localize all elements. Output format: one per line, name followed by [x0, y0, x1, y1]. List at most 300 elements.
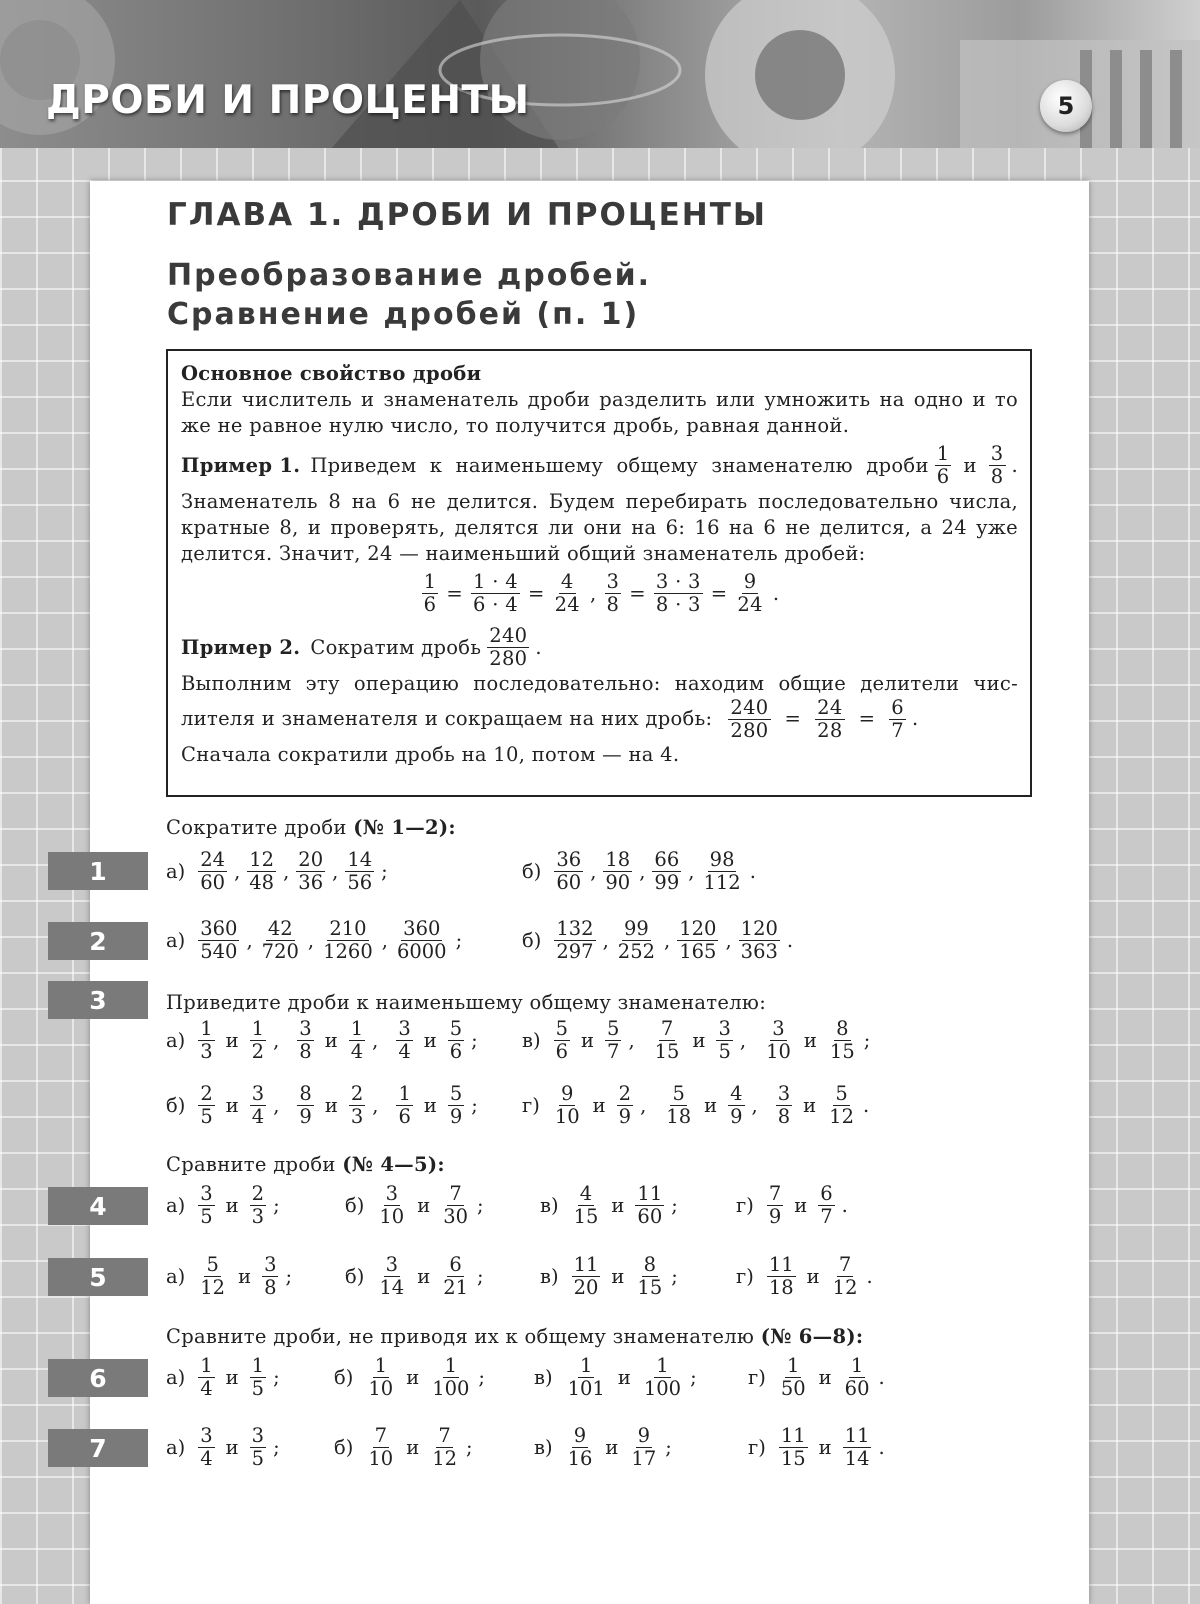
denominator: 14 [379, 1276, 405, 1300]
denominator: 20 [573, 1276, 599, 1300]
conjunction: и [617, 1366, 631, 1390]
fraction [471, 571, 520, 617]
punctuation: , [590, 860, 597, 884]
fraction [989, 443, 1006, 489]
fraction [377, 1183, 406, 1229]
item-label: а) [166, 860, 186, 884]
conjunction: и [963, 453, 977, 477]
denominator: 10 [368, 1447, 394, 1471]
punctuation: ; [466, 1436, 473, 1460]
conjunction: и [803, 1094, 817, 1118]
fraction [345, 849, 374, 895]
exercise-number-4: 4 [48, 1187, 148, 1225]
fraction [198, 849, 227, 895]
rule-text: Если числитель и знаменатель дроби разделить или умножить на одно и то же не равное нулю число, то получится дробь, равная данной. [181, 388, 1018, 437]
item-label: в) [540, 1265, 559, 1289]
exercise-6g [748, 1355, 887, 1401]
numerator: 120 [740, 917, 778, 940]
heading-exercises-4-5 [166, 1153, 445, 1176]
fraction [728, 1083, 744, 1129]
heading-exercises-6-8 [166, 1325, 863, 1348]
fraction [250, 1425, 266, 1471]
numerator: 98 [709, 848, 735, 871]
item-label: г) [736, 1194, 754, 1218]
punctuation: . [749, 860, 756, 884]
item-label: г) [748, 1366, 766, 1390]
conjunction: и [225, 1194, 239, 1218]
punctuation: , [628, 1029, 635, 1053]
numerator: 24 [817, 695, 843, 719]
denominator: 9 [768, 1205, 782, 1229]
denominator: 14 [844, 1447, 870, 1471]
numerator: 66 [654, 848, 680, 871]
fraction [349, 1083, 365, 1129]
numerator: 5 [449, 1017, 463, 1040]
conjunction: и [692, 1029, 706, 1053]
fraction [605, 1018, 621, 1064]
denominator: 60 [200, 871, 226, 895]
numerator: 8 [643, 1253, 657, 1276]
fraction [422, 571, 439, 617]
numerator: 1 [200, 1017, 213, 1040]
denominator: 2 [251, 1040, 265, 1064]
exercise-5v [540, 1254, 680, 1300]
denominator: 6 · 4 [473, 593, 518, 617]
denominator: 6 [555, 1040, 569, 1064]
denominator: 21 [443, 1276, 469, 1300]
punctuation: . [841, 1194, 848, 1218]
denominator: 720 [261, 940, 299, 964]
punctuation: , [283, 860, 290, 884]
fraction [250, 1083, 266, 1129]
numerator: 3 [385, 1253, 398, 1276]
denominator: 280 [489, 647, 528, 671]
numerator: 7 [449, 1182, 462, 1205]
numerator: 2 [618, 1082, 632, 1105]
heading-exercises-1-2 [166, 816, 456, 839]
conjunction: и [611, 1265, 625, 1289]
conjunction: и [803, 1029, 817, 1053]
item-label: б) [522, 929, 542, 953]
item-label: а) [166, 1265, 186, 1289]
fraction [664, 1083, 693, 1129]
fraction [831, 1254, 860, 1300]
fraction [553, 1083, 582, 1129]
exercise-2a [166, 918, 464, 964]
exercise-7g [748, 1425, 887, 1471]
denominator: 252 [617, 940, 656, 964]
example-2-text: Сократим дробь [310, 635, 482, 659]
exercise-number-6: 6 [48, 1359, 148, 1397]
numerator: 11 [637, 1182, 663, 1205]
fraction [776, 1083, 792, 1129]
denominator: 12 [829, 1105, 854, 1129]
item-label: б) [345, 1265, 365, 1289]
item-label: б) [334, 1366, 354, 1390]
denominator: 24 [737, 593, 763, 617]
fraction [603, 849, 632, 895]
item-label: в) [534, 1436, 553, 1460]
denominator: 6 [398, 1105, 411, 1129]
fraction [779, 1425, 808, 1471]
numerator: 1 [444, 1354, 458, 1377]
punctuation: ; [665, 1436, 672, 1460]
denominator: 280 [730, 718, 769, 742]
numerator: 240 [489, 623, 528, 647]
fraction [767, 1254, 796, 1300]
denominator: 9 [449, 1105, 463, 1129]
fraction [198, 1355, 214, 1401]
numerator: 5 [555, 1017, 569, 1040]
numerator: 1 [398, 1082, 411, 1105]
example-2-conclusion: Сначала сократили дробь на 10, потом — на 4. [181, 743, 680, 767]
punctuation: , [307, 929, 315, 953]
conjunction: и [423, 1094, 437, 1118]
fraction [635, 1254, 664, 1300]
lesson-title-line-1: Преобразование дробей. [167, 258, 652, 293]
item-label: г) [748, 1436, 766, 1460]
fraction [889, 697, 906, 743]
exercise-6v [534, 1355, 699, 1401]
denominator: 5 [200, 1205, 213, 1229]
denominator: 101 [567, 1377, 605, 1401]
item-label: а) [166, 1436, 186, 1460]
fraction [716, 1018, 732, 1064]
denominator: 112 [703, 871, 741, 895]
fraction [735, 571, 764, 617]
denominator: 6 [936, 465, 950, 489]
conjunction: и [417, 1194, 431, 1218]
fraction [430, 1355, 471, 1401]
conjunction: и [704, 1094, 718, 1118]
numerator: 42 [267, 917, 293, 940]
fraction [260, 918, 301, 964]
numerator: 3 [251, 1082, 265, 1105]
denominator: 12 [432, 1447, 458, 1471]
lesson-title [167, 256, 1047, 334]
item-label: в) [522, 1029, 541, 1053]
fraction [262, 1254, 278, 1300]
fraction [441, 1183, 470, 1229]
denominator: 7 [891, 718, 904, 742]
conjunction: и [581, 1029, 595, 1053]
numerator: 1 [787, 1354, 800, 1377]
numerator: 9 [743, 569, 757, 593]
fraction [843, 1355, 872, 1401]
fraction [554, 1018, 570, 1064]
fraction [366, 1425, 395, 1471]
fraction [198, 1254, 227, 1300]
denominator: 3 [251, 1205, 265, 1229]
numerator: 1 [251, 1017, 265, 1040]
punctuation: ; [381, 860, 388, 884]
denominator: 4 [200, 1377, 213, 1401]
item-label: б) [345, 1194, 365, 1218]
denominator: 18 [666, 1105, 692, 1129]
numerator: 7 [768, 1182, 782, 1205]
denominator: 15 [637, 1276, 663, 1300]
denominator: 5 [251, 1447, 265, 1471]
example-2-intro: Пример 2. Сократим дробь $\frac{240}{280}$ . [181, 623, 542, 671]
denominator: 8 [264, 1276, 277, 1300]
heading-range: (№ 6—8): [760, 1325, 864, 1348]
denominator: 10 [554, 1105, 580, 1129]
conjunction: и [806, 1265, 820, 1289]
numerator: 9 [573, 1424, 587, 1447]
punctuation: , [381, 929, 388, 953]
punctuation: ; [273, 1436, 280, 1460]
numerator: 5 [449, 1082, 463, 1105]
numerator: 36 [556, 848, 582, 871]
fraction [321, 918, 375, 964]
numerator: 7 [838, 1253, 852, 1276]
heading-text: Сравните дроби, не приводя их к общему знаменателю [166, 1325, 761, 1348]
denominator: 6 [449, 1040, 463, 1064]
punctuation: . [862, 1094, 870, 1118]
fraction [935, 443, 952, 489]
denominator: 56 [347, 871, 373, 895]
punctuation: ; [477, 1265, 484, 1289]
numerator: 1 [580, 1354, 593, 1377]
numerator: 1 [350, 1017, 364, 1040]
fraction [572, 1254, 601, 1300]
fraction [635, 1183, 664, 1229]
denominator: 9 [299, 1105, 312, 1129]
numerator: 360 [403, 917, 441, 940]
exercise-4a [166, 1183, 282, 1229]
fraction [395, 918, 449, 964]
fraction [779, 1355, 808, 1401]
numerator: 9 [561, 1082, 574, 1105]
item-label: г) [736, 1265, 754, 1289]
punctuation: ; [455, 929, 463, 953]
fraction [247, 849, 276, 895]
item-label: в) [534, 1366, 553, 1390]
conjunction: и [794, 1194, 808, 1218]
fraction [677, 918, 718, 964]
numerator: 3 [264, 1253, 277, 1276]
denominator: 3 [350, 1105, 364, 1129]
exercise-5a [166, 1254, 294, 1300]
denominator: 10 [368, 1377, 394, 1401]
denominator: 9 [618, 1105, 632, 1129]
denominator: 540 [200, 940, 238, 964]
numerator: 6 [820, 1182, 833, 1205]
punctuation: ; [863, 1029, 871, 1053]
numerator: 14 [347, 848, 373, 871]
exercise-7a [166, 1425, 282, 1471]
conjunction: и [592, 1094, 606, 1118]
fraction [652, 849, 681, 895]
punctuation: , [234, 860, 241, 884]
fraction [297, 1083, 313, 1129]
rule-heading: Основное свойство дроби [181, 362, 482, 385]
numerator: 210 [329, 917, 367, 940]
exercise-2b [522, 918, 795, 964]
page-number: 5 [1040, 80, 1092, 132]
rule-box [166, 349, 1032, 797]
punctuation: ; [671, 1265, 678, 1289]
denominator: 60 [556, 871, 582, 895]
conjunction: и [423, 1029, 437, 1053]
punctuation: ; [671, 1194, 678, 1218]
fraction [198, 1183, 214, 1229]
fraction [764, 1018, 793, 1064]
exercise-4b [345, 1183, 486, 1229]
exercise-1b [522, 849, 758, 895]
numerator: 24 [200, 848, 226, 871]
exercise-6b [334, 1355, 487, 1401]
example-2-line-1: Выполним эту операцию последовательно: находим общие делители чис- [181, 671, 1018, 695]
example-2-label: Пример 2. [181, 635, 301, 659]
numerator: 3 [990, 442, 1004, 465]
denominator: 5 [200, 1105, 213, 1129]
punctuation: ; [471, 1094, 478, 1118]
punctuation: , [246, 929, 253, 953]
denominator: 363 [740, 940, 778, 964]
item-label: в) [540, 1194, 559, 1218]
punctuation: ; [273, 1366, 280, 1390]
denominator: 7 [607, 1040, 620, 1064]
numerator: 120 [679, 917, 717, 940]
punctuation: , [372, 1029, 379, 1053]
item-label: а) [166, 1366, 186, 1390]
denominator: 6000 [396, 940, 447, 964]
numerator: 3 [606, 569, 620, 593]
denominator: 1260 [323, 940, 373, 964]
punctuation: , [602, 929, 609, 953]
denominator: 12 [832, 1276, 858, 1300]
lesson-title-line-2: Сравнение дробей (п. 1) [167, 297, 640, 332]
numerator: 240 [730, 695, 769, 719]
exercise-number-2: 2 [48, 922, 148, 960]
item-label: а) [166, 929, 186, 953]
denominator: 4 [350, 1040, 364, 1064]
numerator: 11 [768, 1253, 794, 1276]
fraction [198, 1083, 214, 1129]
numerator: 8 [299, 1082, 312, 1105]
item-label: б) [334, 1436, 354, 1460]
conjunction: и [406, 1366, 420, 1390]
denominator: 24 [554, 593, 580, 617]
denominator: 60 [637, 1205, 663, 1229]
numerator: 360 [200, 917, 238, 940]
numerator: 1 [656, 1354, 669, 1377]
punctuation: , [739, 1029, 747, 1053]
fraction [554, 918, 595, 964]
numerator: 9 [637, 1424, 651, 1447]
item-label: а) [166, 1194, 186, 1218]
numerator: 5 [672, 1082, 685, 1105]
denominator: 5 [251, 1377, 265, 1401]
conjunction: и [225, 1094, 239, 1118]
denominator: 15 [573, 1205, 599, 1229]
heading-text: Сравните дроби [166, 1153, 343, 1176]
numerator: 1 [423, 569, 437, 593]
exercise-5g [736, 1254, 875, 1300]
numerator: 5 [835, 1082, 848, 1105]
fraction [728, 697, 770, 743]
denominator: 8 [777, 1105, 791, 1129]
denominator: 18 [768, 1276, 794, 1300]
fraction [617, 1083, 633, 1129]
denominator: 297 [556, 940, 594, 964]
denominator: 3 [200, 1040, 213, 1064]
numerator: 99 [624, 917, 649, 940]
conjunction: и [818, 1366, 832, 1390]
denominator: 100 [643, 1377, 682, 1401]
fraction [739, 918, 780, 964]
numerator: 1 [374, 1354, 387, 1377]
fraction [441, 1254, 470, 1300]
punctuation: , [332, 860, 339, 884]
denominator: 12 [200, 1276, 226, 1300]
fraction [605, 571, 622, 617]
fraction [566, 1355, 607, 1401]
numerator: 1 [936, 442, 950, 465]
example-1-text: Приведем к наименьшему общему знаменателю дроби [310, 453, 929, 477]
punctuation: , [640, 1094, 647, 1118]
conjunction: и [818, 1436, 832, 1460]
numerator: 3 [200, 1424, 213, 1447]
numerator: 8 [836, 1017, 849, 1040]
punctuation: , [639, 860, 646, 884]
punctuation: ; [478, 1366, 485, 1390]
denominator: 9 [730, 1105, 743, 1129]
exercise-1a [166, 849, 390, 895]
fraction [366, 1355, 395, 1401]
item-label: б) [166, 1094, 186, 1118]
denominator: 8 [606, 593, 620, 617]
fraction [554, 849, 583, 895]
fraction [349, 1018, 365, 1064]
denominator: 100 [432, 1377, 470, 1401]
fraction [572, 1183, 601, 1229]
denominator: 99 [654, 871, 680, 895]
fraction [430, 1425, 459, 1471]
punctuation: , [273, 1094, 280, 1118]
punctuation: . [786, 929, 794, 953]
punctuation: , [725, 929, 732, 953]
exercise-number-3: 3 [48, 981, 148, 1019]
denominator: 50 [780, 1377, 806, 1401]
numerator: 1 [850, 1354, 864, 1377]
denominator: 165 [679, 940, 717, 964]
numerator: 1 [251, 1354, 265, 1377]
punctuation: . [878, 1436, 885, 1460]
fraction [250, 1183, 266, 1229]
numerator: 3 [398, 1017, 411, 1040]
punctuation: . [878, 1366, 885, 1390]
example-1-equation: $\frac{1}{6}$ = $\frac{1 \cdot 4}{6 \cdot 4}$ = $\frac{4}{24}$ , $\frac{3}{8}$ = $\frac{3 \cdot 3}{8 \cdot 3}$ = $\frac{9}{24}$ . [423, 569, 780, 617]
exercise-5b [345, 1254, 486, 1300]
fraction [843, 1425, 872, 1471]
conjunction: и [324, 1094, 338, 1118]
example-1-label: Пример 1. [181, 453, 301, 477]
numerator: 3 [718, 1017, 731, 1040]
numerator: 3 [200, 1182, 213, 1205]
numerator: 132 [556, 917, 594, 940]
fraction [396, 1018, 412, 1064]
numerator: 4 [560, 569, 574, 593]
header-banner [0, 0, 1200, 148]
fraction [250, 1355, 266, 1401]
fraction [653, 1018, 682, 1064]
fraction [297, 1018, 313, 1064]
numerator: 18 [605, 848, 631, 871]
fraction [377, 1254, 406, 1300]
fraction [701, 849, 742, 895]
